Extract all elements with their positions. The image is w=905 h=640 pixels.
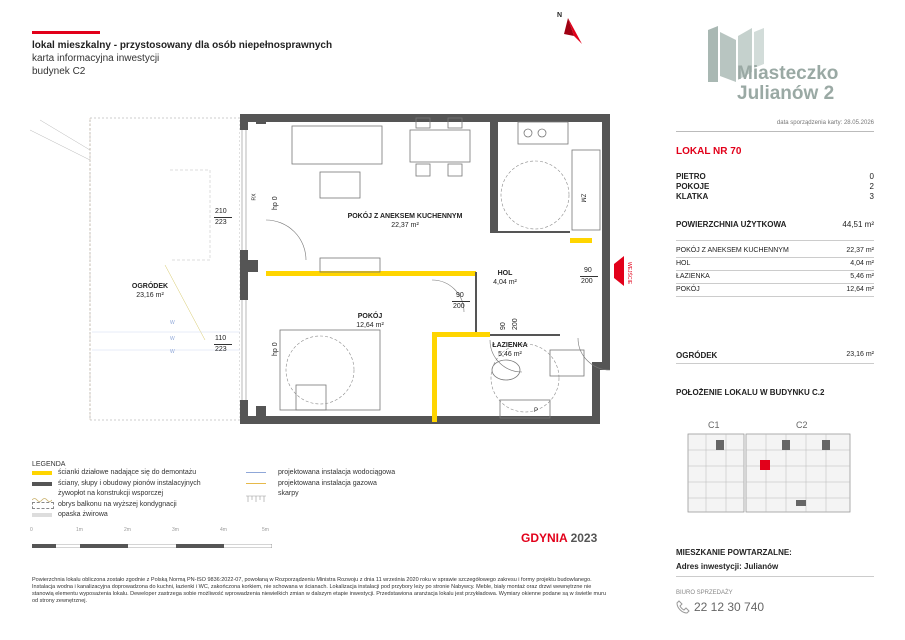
rooms-value: 2 <box>869 182 874 191</box>
building-key-plan <box>676 410 874 530</box>
dim-divider <box>214 217 232 218</box>
usable-area-value: 44,51 m² <box>842 220 874 229</box>
p-mark: P <box>534 408 539 414</box>
floor-plan <box>30 100 630 445</box>
room-row-label: ŁAZIENKA <box>676 273 710 280</box>
legend-swatch-partition <box>32 471 52 475</box>
scale-tick: 0 <box>30 527 33 533</box>
door-dim-bottom: 200 <box>581 278 593 285</box>
staircase-label: KLATKA <box>676 192 709 201</box>
logo-text-line2: Julianów 2 <box>737 83 835 104</box>
water-mark: W <box>170 320 175 326</box>
door-dim-top: 90 <box>500 322 507 330</box>
water-mark: W <box>170 349 175 355</box>
investment-address: Adres inwestycji: Julianów <box>676 562 779 571</box>
scale-tick: 1m <box>76 527 83 533</box>
legend-swatch-water <box>246 472 266 473</box>
disclaimer: Powierzchnia lokalu obliczona zostało zgodnie z Polską Normą PN-ISO 9836:2022-07, powołaną w Rozporządzeniu Ministra Rozwoju z dnia 11 września 2020 roku w sprawie szczegółowego zakresu i formy projektu budowlanego. Instalacja wodna i kanalizacyjna doprowadzona do kuchni, łazienki i WC, zakończona korkiem, nie schowana w ścianach. Lokalizacja instalacji pod przybory leży po stronie Nabywcy. Meble, biały montaż oraz drzwi wewnętrzne nie stanowią elementu wyposażenia lokalu. Deweloper zastrzega sobie możliwość wprowadzenia niewielkich zmian w dalszym etapie inwestycji. Przedstawiona aranżacja lokalu jest przykładowa. Wymiary okienne podane są w świetle muru od strony zewnętrznej. <box>32 577 607 604</box>
door-dim-top: 90 <box>584 267 592 274</box>
legend-item: obrys balkonu na wyższej kondygnacji <box>58 501 177 508</box>
scale-tick: 4m <box>220 527 227 533</box>
page-subtitle: karta informacyjna inwestycji <box>32 53 160 64</box>
garden-label: OGRÓDEK <box>676 351 718 360</box>
floor-label: PIETRO <box>676 172 706 181</box>
dim-divider <box>452 301 470 302</box>
city-name: GDYNIA <box>521 531 568 545</box>
room-area-living: 22,37 m² <box>391 222 419 229</box>
window-dim-top: 210 <box>215 208 227 215</box>
room-row-value: 4,04 m² <box>850 260 874 267</box>
legend-item: projektowana instalacja wodociągowa <box>278 469 396 476</box>
divider <box>676 283 874 284</box>
room-label-pokoj: POKÓJ <box>357 313 383 320</box>
entry-arrow-icon <box>612 254 626 288</box>
door-dim-top: 90 <box>456 292 464 299</box>
phone-number: 22 12 30 740 <box>694 600 765 614</box>
compass-icon <box>560 12 590 48</box>
staircase-value: 3 <box>869 192 874 201</box>
divider <box>676 131 874 132</box>
divider <box>676 257 874 258</box>
divider <box>676 270 874 271</box>
room-area-hol: 4,04 m² <box>493 279 517 286</box>
compass-north-label: N <box>557 12 563 19</box>
divider <box>676 296 874 297</box>
legend-item: projektowana instalacja gazowa <box>278 480 377 487</box>
garden-value: 23,16 m² <box>846 351 874 358</box>
building-tag-c1: C1 <box>708 420 720 430</box>
sales-office-label: BIURO SPRZEDAŻY <box>676 590 733 596</box>
scale-tick: 5m <box>262 527 269 533</box>
room-row-value: 22,37 m² <box>846 247 874 254</box>
legend-swatch-gravel <box>32 513 52 517</box>
building-tag-c2: C2 <box>796 420 808 430</box>
phone-icon <box>676 600 690 614</box>
year: 2023 <box>570 531 598 545</box>
room-row-value: 12,64 m² <box>846 286 874 293</box>
legend-swatch-slope-icon <box>246 490 266 498</box>
room-row-label: HOL <box>676 260 691 267</box>
legend-item: opaska żwirowa <box>58 511 108 518</box>
scale-tick: 2m <box>124 527 131 533</box>
building-label: budynek C2 <box>32 66 86 77</box>
legend-swatch-wall <box>32 482 52 486</box>
dim-divider <box>214 344 232 345</box>
rooms-label: POKOJE <box>676 182 710 191</box>
legend-swatch-balcony <box>32 502 54 509</box>
dim-divider <box>580 276 598 277</box>
room-label-garden: OGRÓDEK <box>131 283 169 290</box>
room-area-pokoj: 12,64 m² <box>356 322 384 329</box>
water-mark: W <box>170 336 175 342</box>
room-row-label: POKÓJ Z ANEKSEM KUCHENNYM <box>676 247 789 254</box>
entry-label: WEJŚCIE <box>626 262 632 285</box>
usable-area-label: POWIERZCHNIA UŻYTKOWA <box>676 220 787 229</box>
room-label-bathroom: ŁAZIENKA <box>492 342 528 349</box>
sill-height-label: hp 0 <box>272 196 279 210</box>
room-area-garden: 23,16 m² <box>136 292 164 299</box>
repeat-title: MIESZKANIE POWTARZALNE: <box>676 548 792 557</box>
room-label-hol: HOL <box>497 270 513 277</box>
divider <box>676 576 874 577</box>
window-dim-top: 110 <box>215 335 227 342</box>
divider <box>676 240 874 241</box>
room-row-label: POKÓJ <box>676 286 700 293</box>
window-dim-bottom: 223 <box>215 219 227 226</box>
header-accent-bar <box>32 31 100 34</box>
location-title: POŁOŻENIE LOKALU W BUDYNKU C.2 <box>676 388 825 397</box>
scale-bar <box>32 535 272 539</box>
sill-height-label: hp 0 <box>272 342 279 356</box>
legend-swatch-hedge-icon <box>32 490 52 496</box>
date-line: data sporządzenia karty: 28.05.2026 <box>776 120 874 126</box>
unit-title: LOKAL NR 70 <box>676 146 742 157</box>
logo-text-line1: Miasteczko <box>737 63 839 84</box>
room-label-living: POKÓJ Z ANEKSEM KUCHENNYM <box>347 213 463 220</box>
legend-item: ściany, słupy i obudowy pionów instalacyjnych <box>58 480 201 487</box>
rx-mark: RX <box>251 193 258 201</box>
window-dim-bottom: 223 <box>215 346 227 353</box>
floor-value: 0 <box>869 172 874 181</box>
legend-swatch-gas <box>246 483 266 484</box>
scale-tick: 3m <box>172 527 179 533</box>
door-dim-bottom: 200 <box>512 318 519 330</box>
legend-item: żywopłot na konstrukcji wsporczej <box>58 490 164 497</box>
room-area-bathroom: 5,46 m² <box>498 351 522 358</box>
room-row-value: 5,46 m² <box>850 273 874 280</box>
divider <box>676 363 874 364</box>
page-title: lokal mieszkalny - przystosowany dla osób niepełnosprawnych <box>32 40 333 51</box>
zm-mark: ZM <box>579 193 586 203</box>
city-year <box>521 531 597 545</box>
legend-item: ścianki działowe nadające się do demontażu <box>58 469 197 476</box>
legend-title: LEGENDA <box>32 461 66 468</box>
legend-item: skarpy <box>278 490 299 497</box>
door-dim-bottom: 200 <box>453 303 465 310</box>
